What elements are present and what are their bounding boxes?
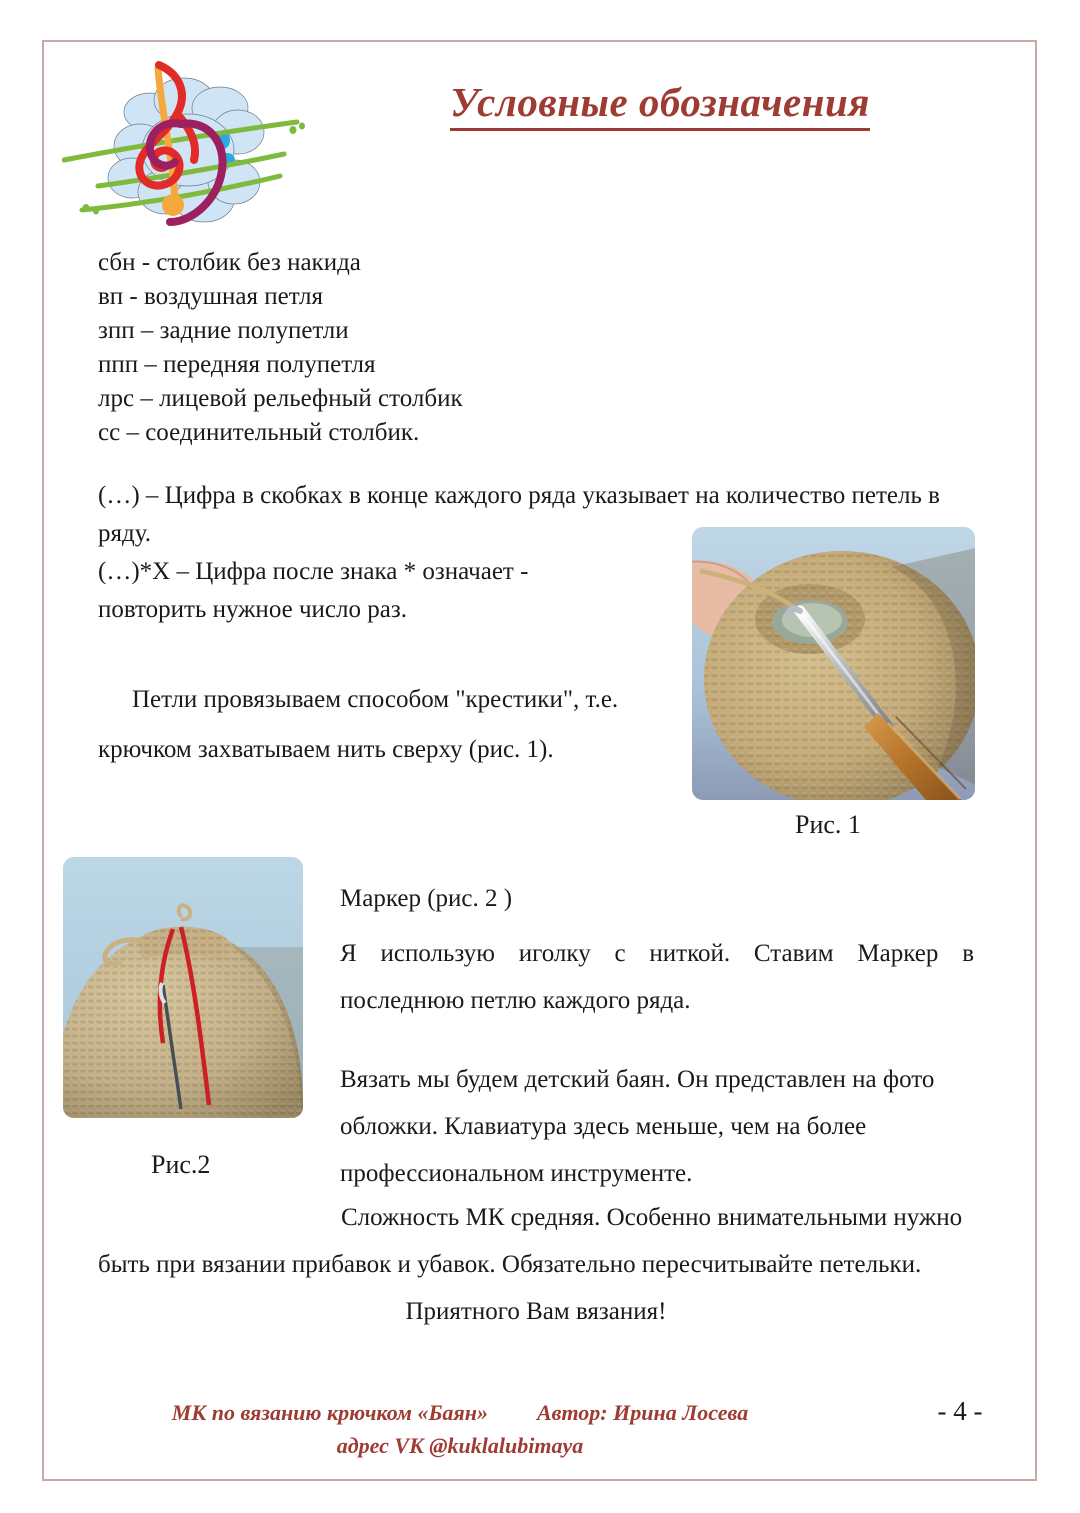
crosses-line-2: крючком захватываем нить сверху (рис. 1). xyxy=(98,736,554,763)
page-title-text: Условные обозначения xyxy=(450,78,870,131)
difficulty-section xyxy=(98,1194,974,1335)
crosses-line-1: Петли провязываем способом "крестики", т.е. xyxy=(132,686,619,713)
abbreviation-item: лрс – лицевой рельефный столбик xyxy=(98,385,463,412)
note-line: (…)*X – Цифра после знака * означает - xyxy=(98,558,529,585)
page-title xyxy=(380,78,940,131)
page-number: - 4 - xyxy=(937,1396,983,1426)
abbreviation-item: ппп – передняя полупетля xyxy=(98,351,376,378)
figure-1-caption: Рис. 1 xyxy=(795,810,861,839)
footer-address: адрес VK @kuklalubimaya xyxy=(336,1433,584,1458)
marker-heading: Маркер (рис. 2 ) xyxy=(340,885,513,912)
abbreviation-item: сс – соединительный столбик. xyxy=(98,419,420,446)
note-line: (…) – Цифра в скобках в конце каждого ряда указывает на количество петель в xyxy=(98,482,940,509)
figure-2-caption: Рис.2 xyxy=(151,1150,211,1179)
figure-2-photo xyxy=(63,857,303,1118)
abbreviation-item: сбн - столбик без накида xyxy=(98,249,361,276)
page-footer xyxy=(60,1396,1020,1476)
note-line: ряду. xyxy=(98,520,151,547)
marker-body: Я использую иголку с ниткой. Ставим Маркер в последнюю петлю каждого ряда. xyxy=(340,940,974,1014)
footer-title-line xyxy=(60,1396,860,1429)
figure-1-photo xyxy=(692,527,975,800)
bayan-line-1: Вязать мы будем детский баян. Он представлен на фото xyxy=(340,1066,935,1093)
footer-author: Автор: Ирина Лосева xyxy=(536,1400,749,1425)
footer-course-title: МК по вязанию крючком «Баян» xyxy=(171,1400,488,1425)
abbreviation-list xyxy=(98,246,718,450)
abbreviation-item: вп - воздушная петля xyxy=(98,283,324,310)
marker-section xyxy=(340,882,974,1024)
bayan-line-3: профессиональном инструменте. xyxy=(340,1160,693,1187)
bayan-line-2: обложки. Клавиатура здесь меньше, чем на более xyxy=(340,1113,867,1140)
bayan-intro-section xyxy=(340,1056,960,1197)
footer-credits xyxy=(60,1396,860,1462)
abbreviation-item: зпп – задние полупетли xyxy=(98,317,349,344)
difficulty-line-1: Сложность МК средняя. Особенно внимательными нужно xyxy=(341,1204,963,1231)
crosses-method-paragraph xyxy=(98,675,678,775)
note-line: повторить нужное число раз. xyxy=(98,596,407,623)
difficulty-line-3: Приятного Вам вязания! xyxy=(405,1298,667,1325)
difficulty-line-2: быть при вязании прибавок и убавок. Обязательно пересчитывайте петельки. xyxy=(98,1251,922,1278)
music-clef-logo xyxy=(62,50,342,235)
